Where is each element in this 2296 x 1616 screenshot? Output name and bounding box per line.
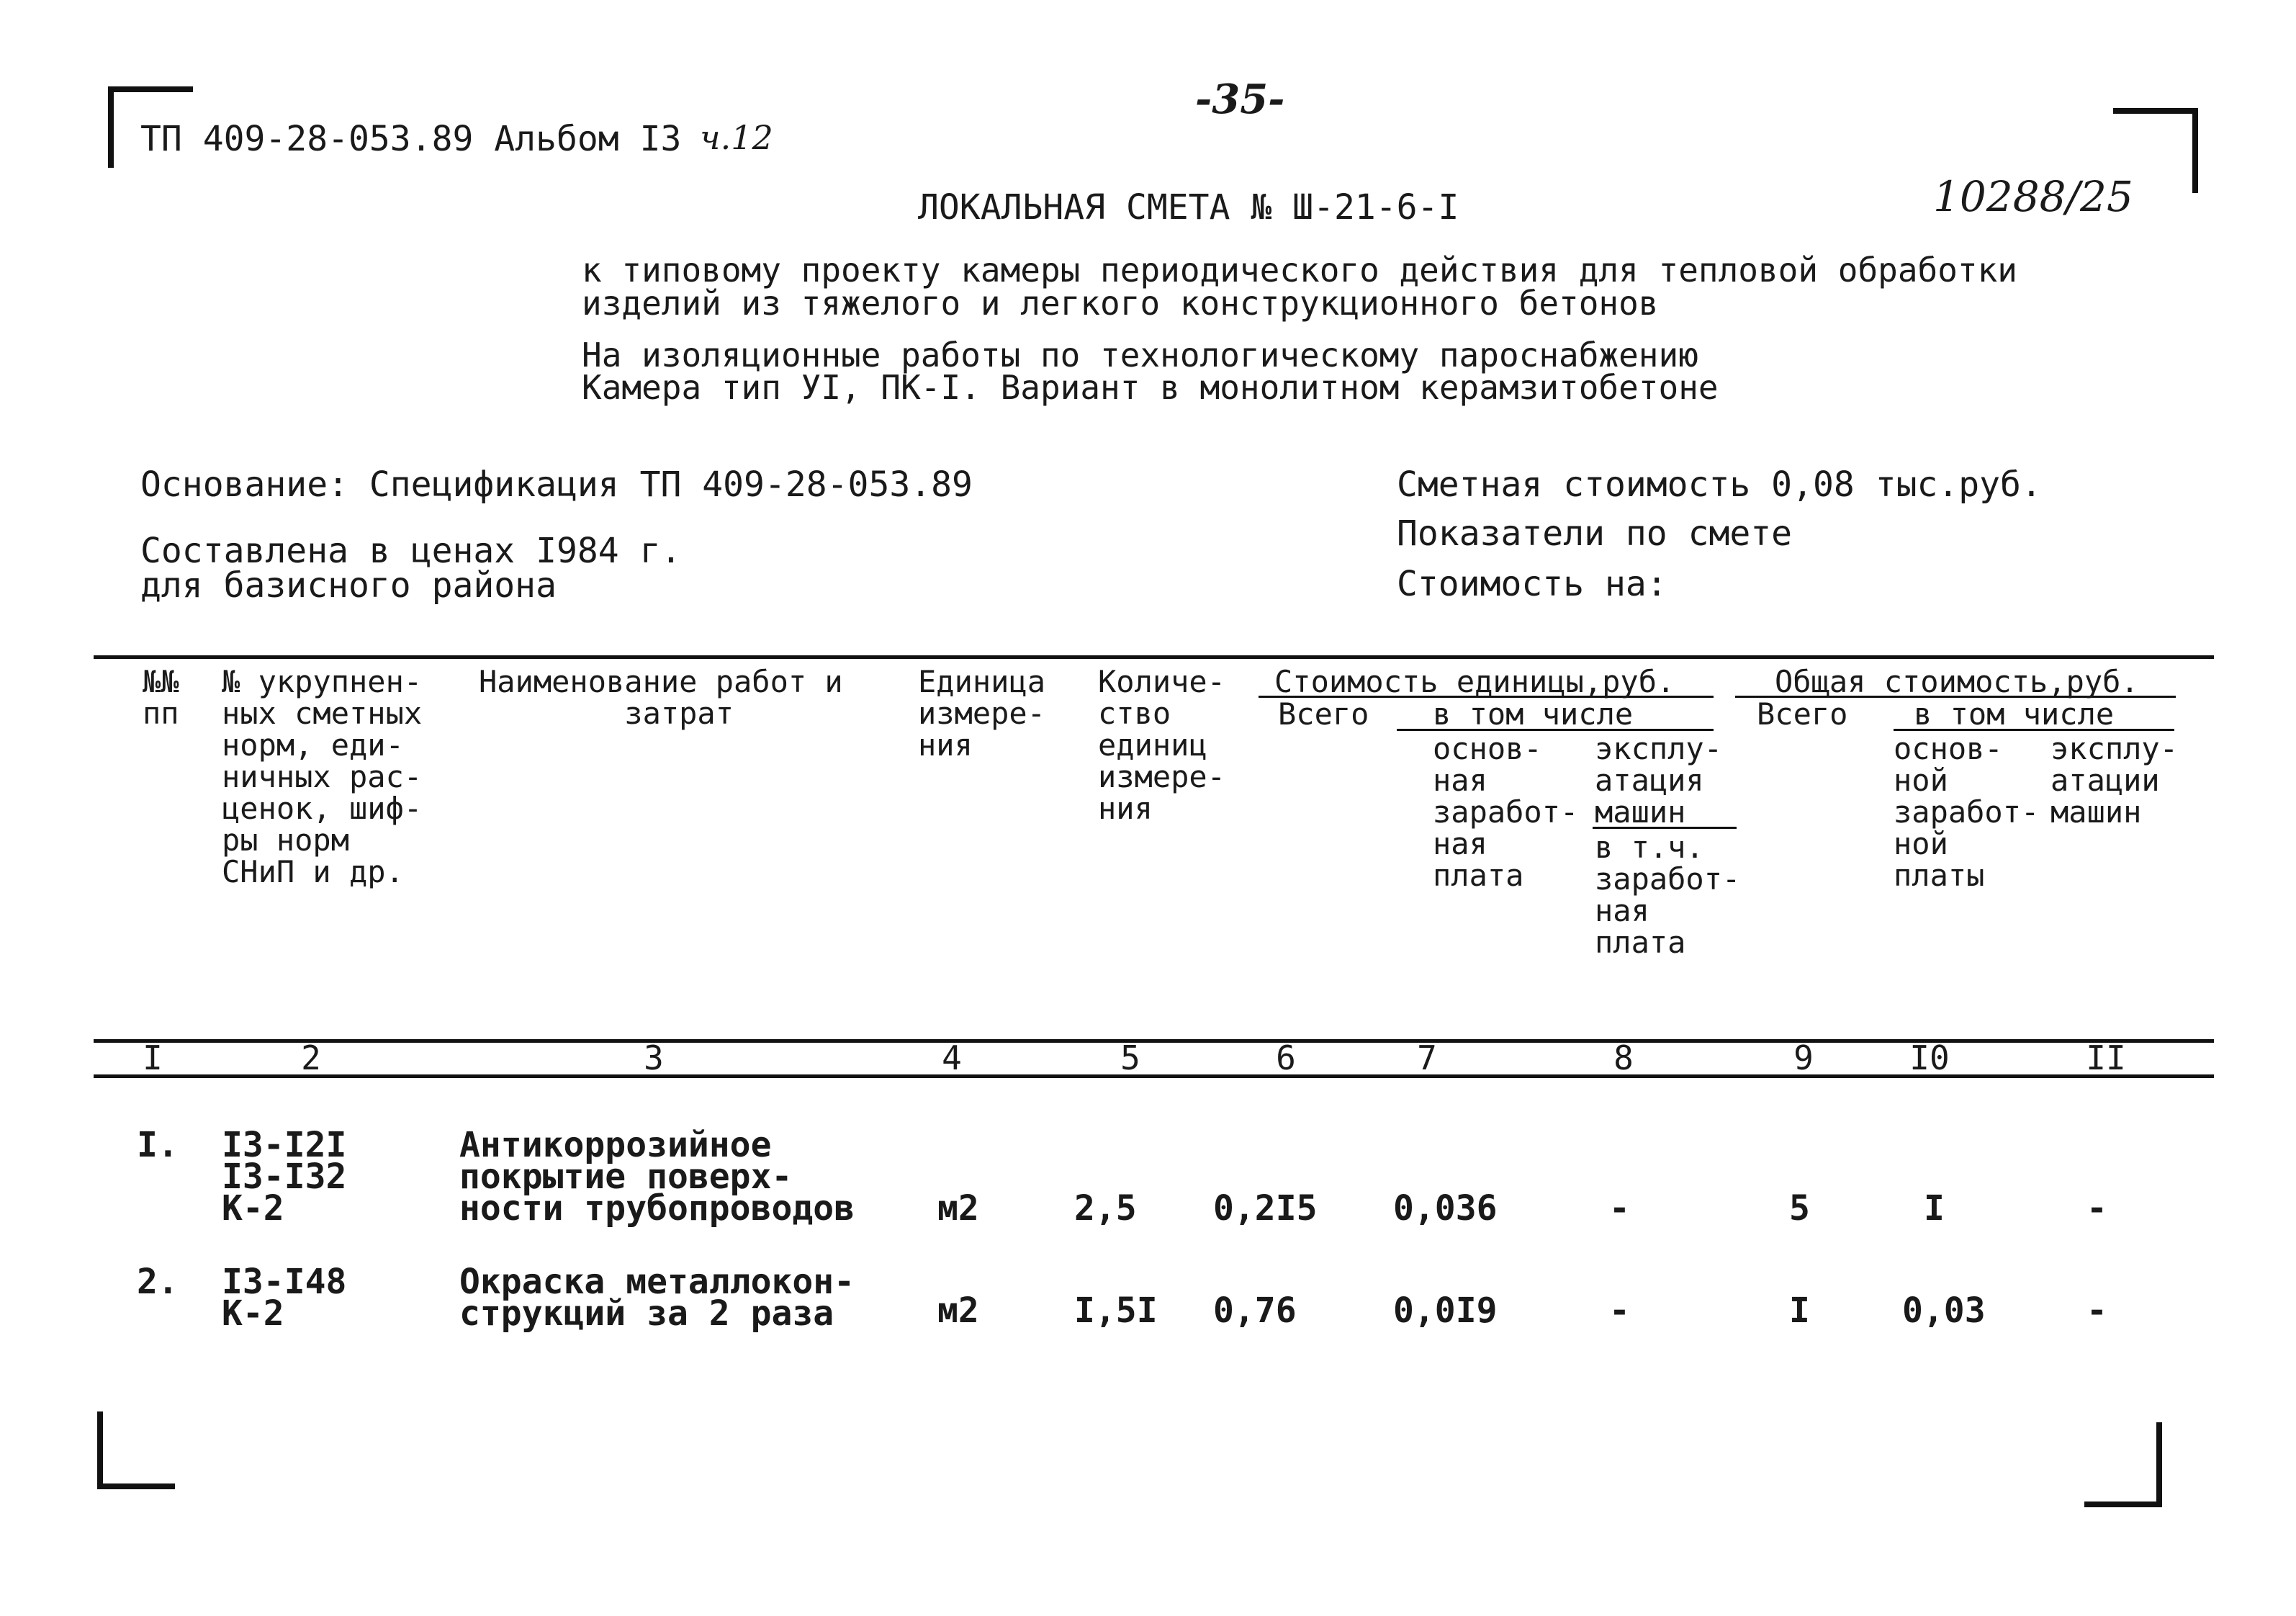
header-unit-wage: основ- ная заработ- ная плата [1433,731,1579,893]
column-number: 6 [1276,1038,1296,1077]
subtitle-line-1: к типовому проекту камеры периодического действия для тепловой обработки [582,251,2017,289]
scope-line-1: На изоляционные работы по технологическому пароснабжению [582,336,1698,374]
total-cost-machine: - [2086,1290,2107,1331]
page-number: -35- [1195,76,1285,123]
column-number: 2 [301,1038,321,1077]
base-region-line: для базисного района [140,565,557,606]
column-number: 3 [644,1038,664,1077]
indicators-line: Показатели по смете [1397,513,1793,554]
column-numbers-bottom-rule [94,1074,2214,1078]
subtitle-line-2: изделий из тяжелого и легкого конструкционного бетонов [582,284,1659,323]
corner-mark-bottom-left [97,1411,175,1489]
unit-cost-total: 0,76 [1213,1290,1297,1331]
total-cost-wage: 0,03 [1902,1290,1986,1331]
column-number: I0 [1909,1038,1950,1077]
total-cost: 5 [1789,1188,1810,1229]
document-reference: ТП 409-28-053.89 Альбом I3 [140,119,682,159]
column-number: II [2086,1038,2126,1077]
header-quantity: Количе- ство единиц измере- ния [1098,664,1226,826]
header-total-cost-group: Общая стоимость,руб. [1775,664,2139,699]
header-unit-machine-wage: в т.ч. заработ- ная плата [1595,830,1741,960]
unit-cost-total: 0,2I5 [1213,1188,1318,1229]
column-number: 9 [1793,1038,1814,1077]
corner-mark-bottom-right [2084,1422,2162,1507]
basis-line: Основание: Спецификация ТП 409-28-053.89 [140,464,973,505]
header-row-number: №№ пп [143,664,179,731]
work-name: Антикоррозийное покрытие поверх- ности трубопроводов [459,1125,855,1229]
total-cost: I [1789,1290,1810,1331]
column-number: 8 [1613,1038,1634,1077]
estimate-title: ЛОКАЛЬНАЯ СМЕТА № Ш-21-6-I [918,187,1459,228]
header-work-name: Наименование работ и затрат [479,664,843,731]
unit-cost-wage: 0,036 [1393,1188,1498,1229]
row-number: 2. [137,1262,179,1302]
header-total-wage: основ- ной заработ- ной платы [1894,731,2040,893]
unit-cost-machine: - [1609,1188,1630,1229]
work-name: Окраска металлокон- струкций за 2 раза [459,1262,855,1334]
column-number: I [143,1038,163,1077]
header-unit-incl: в том числе [1433,696,1634,732]
unit: м2 [937,1188,979,1229]
header-norm-codes: № укрупнен- ных сметных норм, еди- ничных рас- ценок, шиф- ры норм СНиП и др. [222,664,423,889]
total-cost-machine: - [2086,1188,2107,1229]
estimated-cost-line: Сметная стоимость 0,08 тыс.руб. [1397,464,2042,505]
table-top-rule [94,655,2214,659]
header-unit-total: Всего [1278,696,1369,732]
document-part: ч.12 [700,118,773,157]
cost-on-line: Стоимость на: [1397,564,1667,604]
quantity: I,5I [1074,1290,1158,1331]
quantity: 2,5 [1074,1188,1137,1229]
unit: м2 [937,1290,979,1331]
unit-cost-machine: - [1609,1290,1630,1331]
header-unit: Единица измере- ния [918,664,1046,763]
handwritten-stamp-number: 10288/25 [1933,172,2133,221]
column-number: 4 [942,1038,962,1077]
unit-cost-wage: 0,0I9 [1393,1290,1498,1331]
column-number: 7 [1417,1038,1437,1077]
header-total-total: Всего [1757,696,1848,732]
total-cost-wage: I [1924,1188,1945,1229]
header-total-incl: в том числе [1914,696,2115,732]
row-number: I. [137,1125,179,1165]
header-unit-cost-group: Стоимость единицы,руб. [1274,664,1675,699]
scope-line-2: Камера тип УI, ПК-I. Вариант в монолитном керамзитобетоне [582,368,1719,407]
column-number: 5 [1120,1038,1140,1077]
norm-codes: I3-I48 К-2 [222,1262,347,1334]
header-unit-machine: эксплу- атация машин [1595,731,1723,830]
price-level-line: Составлена в ценах I984 г. [140,531,682,571]
norm-codes: I3-I2I I3-I32 К-2 [222,1125,347,1229]
header-total-machine: эксплу- атации машин [2050,731,2179,830]
